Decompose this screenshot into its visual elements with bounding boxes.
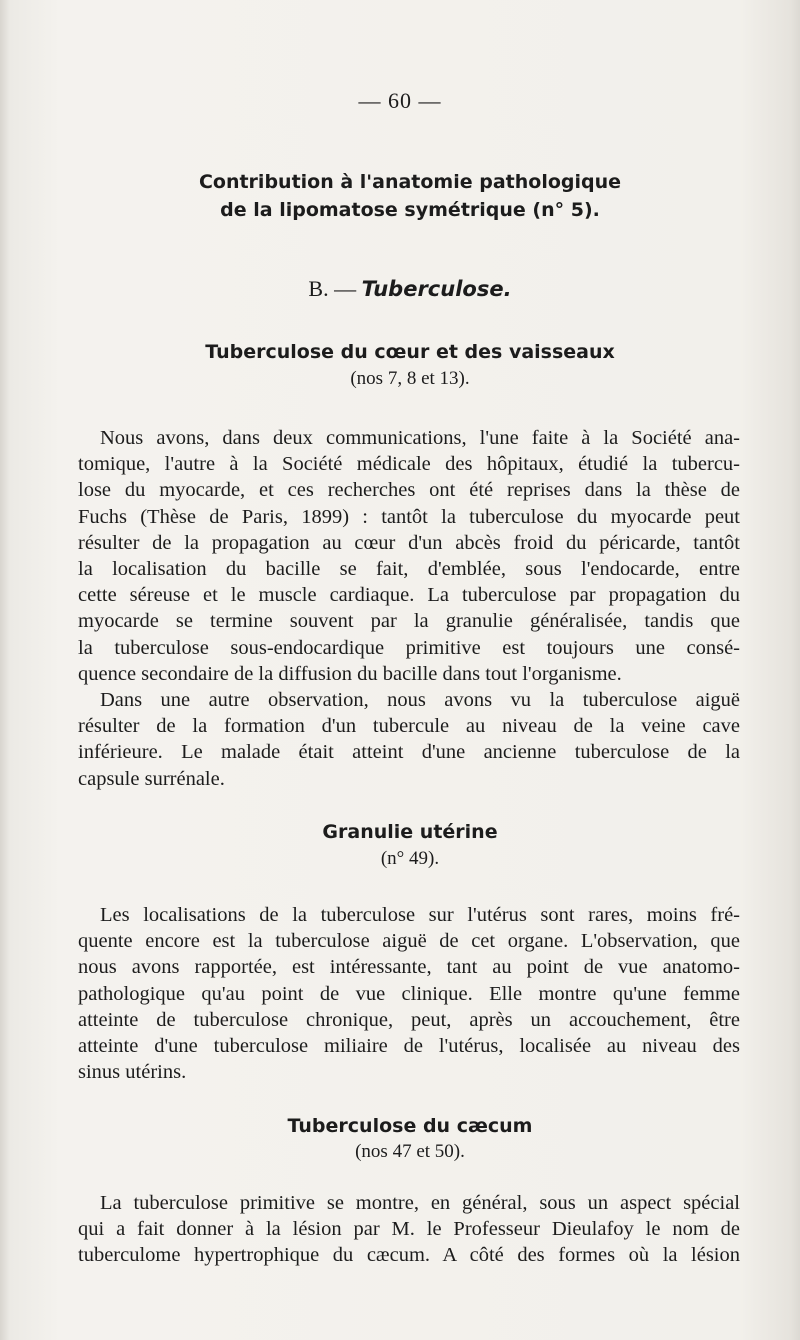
section-label: B. — <box>308 276 357 301</box>
text-line: atteinte de tuberculose chronique, peut, après un accouchement, être <box>78 1008 740 1031</box>
text-line: quente encore est la tuberculose aiguë de cet organe. L'observation, que <box>78 930 740 953</box>
caecum-heading: Tuberculose du cæcum <box>287 1115 533 1137</box>
paragraph-caecum <box>78 1190 740 1269</box>
text-line: tuberculome hypertrophique du cæcum. A côté des formes où la lésion <box>78 1244 740 1267</box>
text-line: qui a fait donner à la lésion par M. le Professeur Dieulafoy le nom de <box>78 1218 740 1241</box>
text-line: nous avons rapportée, est intéressante, tant au point de vue anatomo- <box>78 956 740 979</box>
text-line: résulter de la formation d'un tubercule au niveau de la veine cave <box>78 715 740 738</box>
text-line: Nous avons, dans deux communications, l'une faite à la Société ana- <box>100 427 740 449</box>
text-line: La tuberculose primitive se montre, en général, sous un aspect spécial <box>100 1192 740 1214</box>
paragraph-veine-cave <box>78 687 740 792</box>
section-title: Tuberculose. <box>361 277 512 301</box>
text-line: capsule surrénale. <box>78 767 225 790</box>
granulie-reference: (n° 49). <box>380 848 440 869</box>
text-line: résulter de la propagation au cœur d'un abcès froid du péricarde, tantôt <box>78 531 740 554</box>
text-line: myocarde se termine souvent par la granulie généralisée, tandis que <box>78 610 740 633</box>
text-line: cette séreuse et le muscle cardiaque. La tuberculose par propagation du <box>78 584 740 607</box>
granulie-heading: Granulie utérine <box>322 821 498 843</box>
paragraph-coeur <box>78 425 740 687</box>
coeur-heading: Tuberculose du cœur et des vaisseaux <box>205 341 615 363</box>
text-line: pathologique qu'au point de vue clinique. Elle montre qu'une femme <box>78 982 740 1005</box>
text-line: Fuchs (Thèse de Paris, 1899) : tantôt la tuberculose du myocarde peut <box>78 505 740 528</box>
text-line: la tuberculose sous-endocardique primitive est toujours une consé- <box>78 636 740 659</box>
page-number: — 60 — <box>358 88 442 113</box>
lipomatose-heading-line-1: Contribution à l'anatomie pathologique <box>198 171 622 193</box>
text-line: la localisation du bacille se fait, d'emblée, sous l'endocarde, entre <box>78 558 740 581</box>
text-line: lose du myocarde, et ces recherches ont été reprises dans la thèse de <box>78 479 740 502</box>
text-line: Les localisations de la tuberculose sur l'utérus sont rares, moins fré- <box>100 904 740 926</box>
text-line: tomique, l'autre à la Société médicale des hôpitaux, étudié la tubercu- <box>78 453 740 476</box>
text-line: inférieure. Le malade était atteint d'une ancienne tuberculose de la <box>78 741 740 764</box>
caecum-reference: (nos 47 et 50). <box>355 1141 465 1162</box>
text-line: atteinte d'une tuberculose miliaire de l'utérus, localisée au niveau des <box>78 1035 740 1058</box>
coeur-reference: (nos 7, 8 et 13). <box>350 368 470 389</box>
paragraph-granulie <box>78 902 740 1085</box>
lipomatose-heading <box>0 168 800 224</box>
text-line: sinus utérins. <box>78 1061 187 1084</box>
text-line: Dans une autre observation, nous avons vu la tuberculose aiguë <box>100 689 740 711</box>
text-line: quence secondaire de la diffusion du bacille dans tout l'organisme. <box>78 662 622 685</box>
lipomatose-heading-line-2: de la lipomatose symétrique (n° 5). <box>220 199 600 221</box>
section-heading <box>0 276 800 302</box>
